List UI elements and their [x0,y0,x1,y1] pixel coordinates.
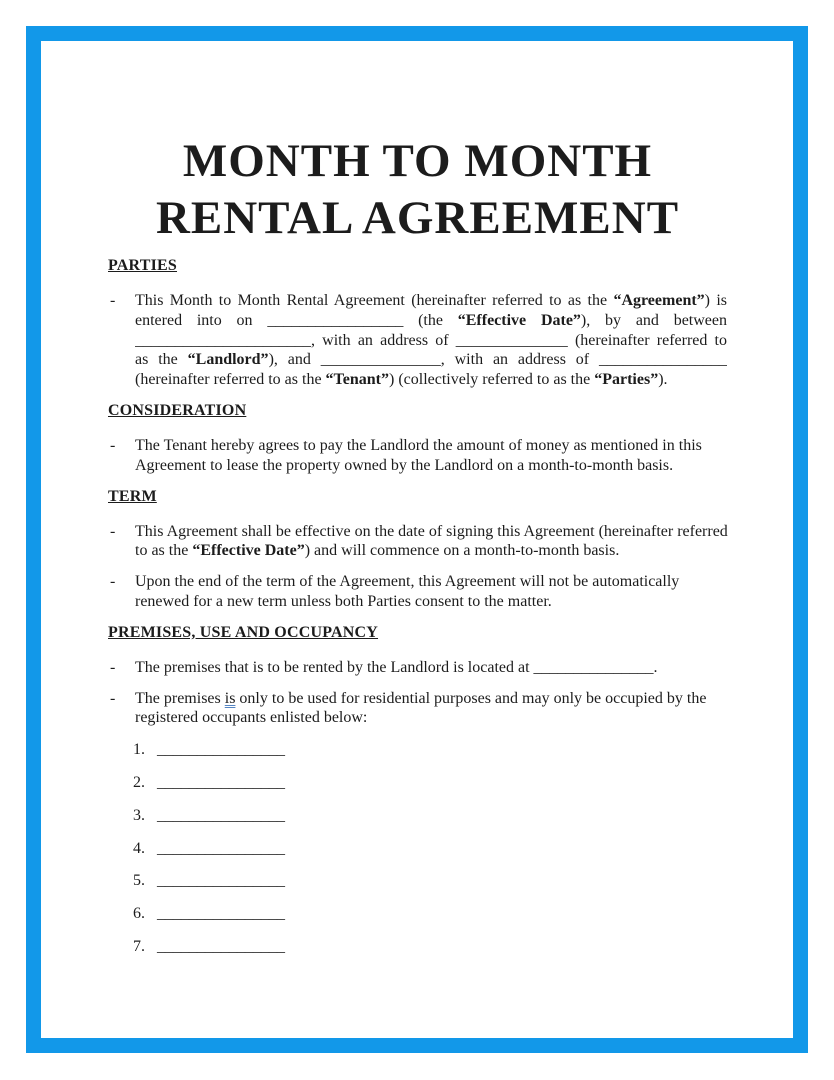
term-effective-text [135,522,727,562]
text-line [135,572,727,592]
text-run: (hereinafter referred to [567,331,727,349]
blank-field[interactable]: _______________ [533,658,654,676]
text-run: , with an address of [311,331,456,349]
text-line [135,456,727,476]
text-run: This Agreement shall be effective on the date of signing this Agreement (hereinafter referred [135,522,728,540]
text-run: This Month to Month Rental Agreement (hereinafter referred to as the [135,292,614,309]
text-run: entered into on [135,311,268,329]
blank-field[interactable]: ________________ [599,351,727,369]
text-run: “Effective Date” [457,311,581,329]
section-premises [108,623,727,957]
term-renewal-text [135,572,727,612]
title-line-1: MONTH TO MONTH [182,135,653,187]
text-run: “Tenant” [325,371,389,389]
occupant-number: 4. [133,839,145,857]
bullet-item [108,572,727,612]
parties-text [135,291,727,390]
occupant-number: 7. [133,937,145,955]
text-line [135,370,727,390]
section-term [108,487,727,612]
text-run: The premises [135,689,225,707]
dash-bullet: - [110,522,116,540]
text-run: The Tenant hereby agrees to pay the Landlord the amount of money as mentioned in this [135,436,702,454]
text-line [135,331,727,351]
text-line [135,658,727,678]
dash-bullet: - [110,436,116,454]
occupant-blank-line[interactable]: ________________ [157,839,285,857]
text-line [135,592,727,612]
text-line [135,708,727,728]
occupant-row [133,937,727,957]
dash-bullet: - [110,573,116,591]
text-run: The premises that is to be rented by the Landlord is located at [135,658,534,676]
blank-field[interactable]: _______________ [320,351,441,369]
occupant-row [133,904,727,924]
premises-use-text [135,689,727,729]
text-run: Agreement to lease the property owned by the Landlord on a month-to-month basis. [135,456,674,474]
text-run: “Parties” [594,371,659,389]
section-consideration [108,401,727,476]
text-run: ). [658,371,668,389]
document-title [108,133,727,247]
text-run: only to be used for residential purposes and may only be occupied by the [235,689,707,707]
occupant-blank-line[interactable]: ________________ [157,905,285,923]
occupant-number: 5. [133,872,145,890]
text-line [135,436,727,456]
term-heading: TERM [108,487,157,505]
blank-field[interactable]: ______________ [455,331,568,349]
occupant-number: 1. [133,741,145,759]
occupants-list [133,740,727,957]
occupant-row [133,806,727,826]
document-page [41,41,793,1037]
dash-bullet: - [110,292,116,309]
occupant-blank-line[interactable]: ________________ [157,937,285,955]
text-run: (the [403,311,458,329]
bullet-item [108,658,727,678]
text-run: “Agreement” [613,292,705,309]
premises-heading: PREMISES, USE AND OCCUPANCY [108,623,379,641]
text-line [135,541,727,561]
text-run: ), by and between [580,311,727,329]
text-line [135,522,727,542]
dash-bullet: - [110,658,116,676]
dash-bullet: - [110,689,116,707]
text-run: renewed for a new term unless both Parties consent to the matter. [135,592,552,610]
bullet-item [108,689,727,729]
text-line [135,291,727,311]
blank-field[interactable]: ______________________ [135,331,311,349]
title-line-2: RENTAL AGREEMENT [155,192,680,244]
bullet-item [108,291,727,390]
parties-heading: PARTIES [108,257,178,274]
text-run: to as the [135,542,193,560]
bullet-item [108,436,727,476]
occupant-row [133,773,727,793]
text-line [135,350,727,370]
consideration-text [135,436,727,476]
text-run: is [224,689,236,707]
text-line [135,689,727,709]
text-run: “Landlord” [187,351,269,369]
occupant-number: 3. [133,806,145,824]
premises-location-text [135,658,727,678]
text-run: (hereinafter referred to as the [135,371,326,389]
occupant-number: 2. [133,773,145,791]
occupant-row [133,740,727,760]
occupant-blank-line[interactable]: ________________ [157,872,285,890]
section-parties [108,256,727,390]
text-run: . [653,658,658,676]
occupant-blank-line[interactable]: ________________ [157,741,285,759]
text-run: ) (collectively referred to as the [388,371,595,389]
text-run: ) is [704,292,727,309]
text-line [135,311,727,331]
text-run: ), and [268,351,321,369]
occupant-row [133,871,727,891]
text-run: ) and will commence on a month-to-month basis. [304,542,620,560]
text-run: registered occupants enlisted below: [135,709,368,727]
occupant-blank-line[interactable]: ________________ [157,806,285,824]
consideration-heading: CONSIDERATION [108,401,247,419]
occupant-row [133,839,727,859]
text-run: , with an address of [440,351,600,369]
text-run: “Effective Date” [192,542,305,560]
text-run: as the [135,351,188,369]
blank-field[interactable]: _________________ [267,311,404,329]
occupant-blank-line[interactable]: ________________ [157,773,285,791]
bullet-item [108,522,727,562]
occupant-number: 6. [133,905,145,923]
text-run: Upon the end of the term of the Agreement, this Agreement will not be automatically [135,573,680,591]
